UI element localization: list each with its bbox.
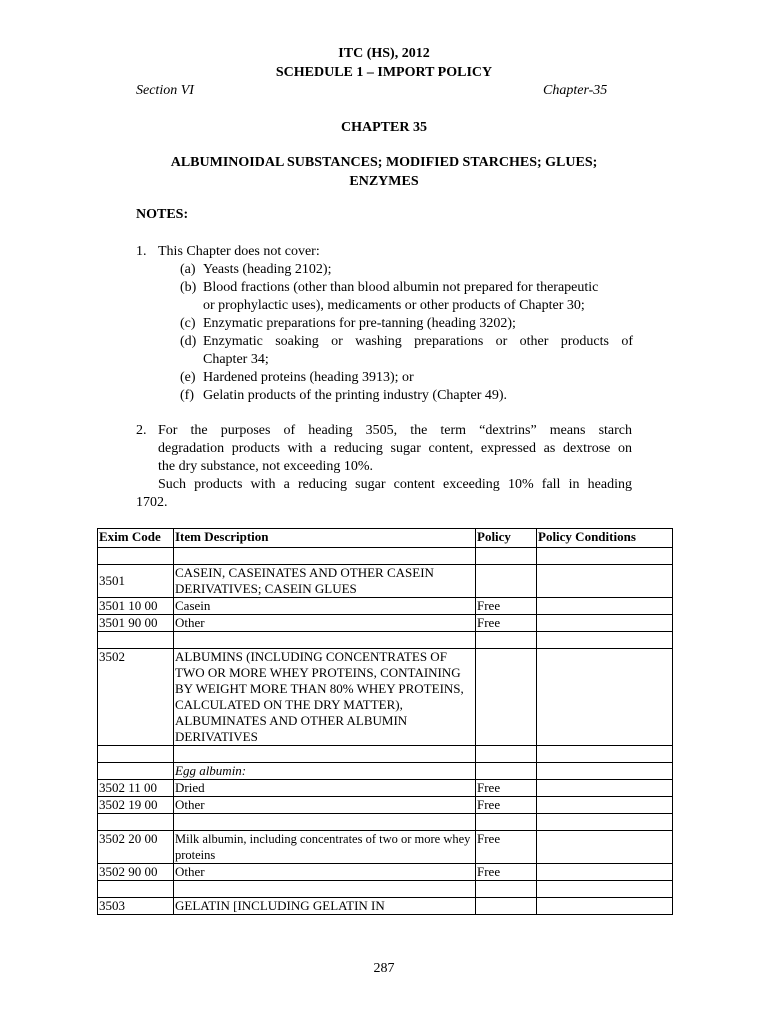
cell-description: Dried <box>174 780 476 797</box>
cell-policy <box>476 565 537 598</box>
cell-code: 3502 19 00 <box>98 797 174 814</box>
note2-line3: the dry substance, not exceeding 10%. <box>158 459 373 474</box>
table-header-row <box>98 529 673 548</box>
note1-item-d-cont: Chapter 34; <box>203 352 269 367</box>
cell-policy: Free <box>476 864 537 881</box>
cell-policy <box>476 649 537 746</box>
cell-policy: Free <box>476 831 537 864</box>
header-subtitle: SCHEDULE 1 – IMPORT POLICY <box>275 65 493 80</box>
cell-description: GELATIN [INCLUDING GELATIN IN <box>174 898 476 915</box>
cell-code: 3501 <box>98 565 174 598</box>
cell-description: Other <box>174 864 476 881</box>
page-number: 287 <box>373 961 395 976</box>
cell-code: 3501 90 00 <box>98 615 174 632</box>
table-row <box>98 763 673 780</box>
note2-line2: degradation products with a reducing sugar content, expressed as dextrose on <box>158 441 632 456</box>
note1-item-d-text: Enzymatic soaking or washing preparations or other products of <box>203 334 633 349</box>
cell-description: Other <box>174 797 476 814</box>
note2-line5: 1702. <box>136 495 168 510</box>
cell-policy: Free <box>476 615 537 632</box>
col-header-exim-code: Exim Code <box>98 529 174 548</box>
table-row <box>98 898 673 915</box>
cell-code: 3502 90 00 <box>98 864 174 881</box>
note1-item-b-label: (b) <box>180 280 197 295</box>
note1-item-f-label: (f) <box>180 388 194 403</box>
cell-conditions <box>537 797 673 814</box>
table-row <box>98 598 673 615</box>
cell-code: 3503 <box>98 898 174 915</box>
cell-code <box>98 763 174 780</box>
cell-code: 3502 <box>98 649 174 746</box>
chapter-title-line2: ENZYMES <box>349 174 419 189</box>
col-header-policy-conditions: Policy Conditions <box>537 529 673 548</box>
note1-item-b-cont: or prophylactic uses), medicaments or other products of Chapter 30; <box>203 298 585 313</box>
cell-conditions <box>537 615 673 632</box>
note1-item-b-text: Blood fractions (other than blood albumin not prepared for therapeutic <box>203 280 599 295</box>
cell-policy: Free <box>476 598 537 615</box>
table-row <box>98 780 673 797</box>
table-spacer-row <box>98 746 673 763</box>
table-spacer-row <box>98 881 673 898</box>
table-row <box>98 615 673 632</box>
table-row <box>98 864 673 881</box>
cell-conditions <box>537 898 673 915</box>
cell-description: CASEIN, CASEINATES AND OTHER CASEIN DERIVATIVES; CASEIN GLUES <box>174 565 476 598</box>
table-spacer-row <box>98 814 673 831</box>
cell-policy: Free <box>476 780 537 797</box>
table-row <box>98 797 673 814</box>
chapter-number: CHAPTER 35 <box>341 120 427 135</box>
section-label: Section VI <box>136 83 194 98</box>
cell-code: 3501 10 00 <box>98 598 174 615</box>
note1-item-a-text: Yeasts (heading 2102); <box>203 262 332 277</box>
note1-item-e-label: (e) <box>180 370 196 385</box>
notes-heading: NOTES: <box>136 207 189 222</box>
col-header-policy: Policy <box>476 529 537 548</box>
cell-conditions <box>537 565 673 598</box>
cell-description: ALBUMINS (INCLUDING CONCENTRATES OF TWO OR MORE WHEY PROTEINS, CONTAINING BY WEIGHT MORE THAN 80% WHEY PROTEINS, CALCULATED ON THE DRY MATTER), ALBUMINATES AND OTHER ALBUMIN DERIVATIVES <box>174 649 476 746</box>
cell-conditions <box>537 763 673 780</box>
cell-description: Other <box>174 615 476 632</box>
note1-number: 1. <box>136 244 147 259</box>
col-header-item-description: Item Description <box>174 529 476 548</box>
note1-item-f-text: Gelatin products of the printing industry (Chapter 49). <box>203 388 508 403</box>
cell-description: Egg albumin: <box>174 763 476 780</box>
cell-description: Milk albumin, including concentrates of two or more whey proteins <box>174 831 476 864</box>
header-title: ITC (HS), 2012 <box>338 46 430 61</box>
cell-conditions <box>537 598 673 615</box>
cell-description: Casein <box>174 598 476 615</box>
table-row <box>98 831 673 864</box>
note2-line4: Such products with a reducing sugar content exceeding 10% fall in heading <box>158 477 632 492</box>
table-row <box>98 565 673 598</box>
cell-conditions <box>537 649 673 746</box>
cell-policy <box>476 898 537 915</box>
note1-item-a-label: (a) <box>180 262 196 277</box>
cell-policy: Free <box>476 797 537 814</box>
note2-line1: For the purposes of heading 3505, the term “dextrins” means starch <box>158 423 632 438</box>
cell-code: 3502 11 00 <box>98 780 174 797</box>
import-policy-table <box>97 528 673 915</box>
chapter-ref-label: Chapter-35 <box>543 83 608 98</box>
table-row <box>98 649 673 746</box>
note1-intro: This Chapter does not cover: <box>158 244 320 259</box>
note1-item-e-text: Hardened proteins (heading 3913); or <box>203 370 414 385</box>
table-spacer-row <box>98 632 673 649</box>
cell-code: 3502 20 00 <box>98 831 174 864</box>
cell-policy <box>476 763 537 780</box>
note1-item-c-label: (c) <box>180 316 196 331</box>
note1-item-c-text: Enzymatic preparations for pre-tanning (heading 3202); <box>203 316 516 331</box>
chapter-title-line1: ALBUMINOIDAL SUBSTANCES; MODIFIED STARCHES; GLUES; <box>170 155 598 170</box>
note2-number: 2. <box>136 423 147 438</box>
note1-item-d-label: (d) <box>180 334 197 349</box>
cell-conditions <box>537 780 673 797</box>
cell-conditions <box>537 864 673 881</box>
table-spacer-row <box>98 548 673 565</box>
cell-conditions <box>537 831 673 864</box>
